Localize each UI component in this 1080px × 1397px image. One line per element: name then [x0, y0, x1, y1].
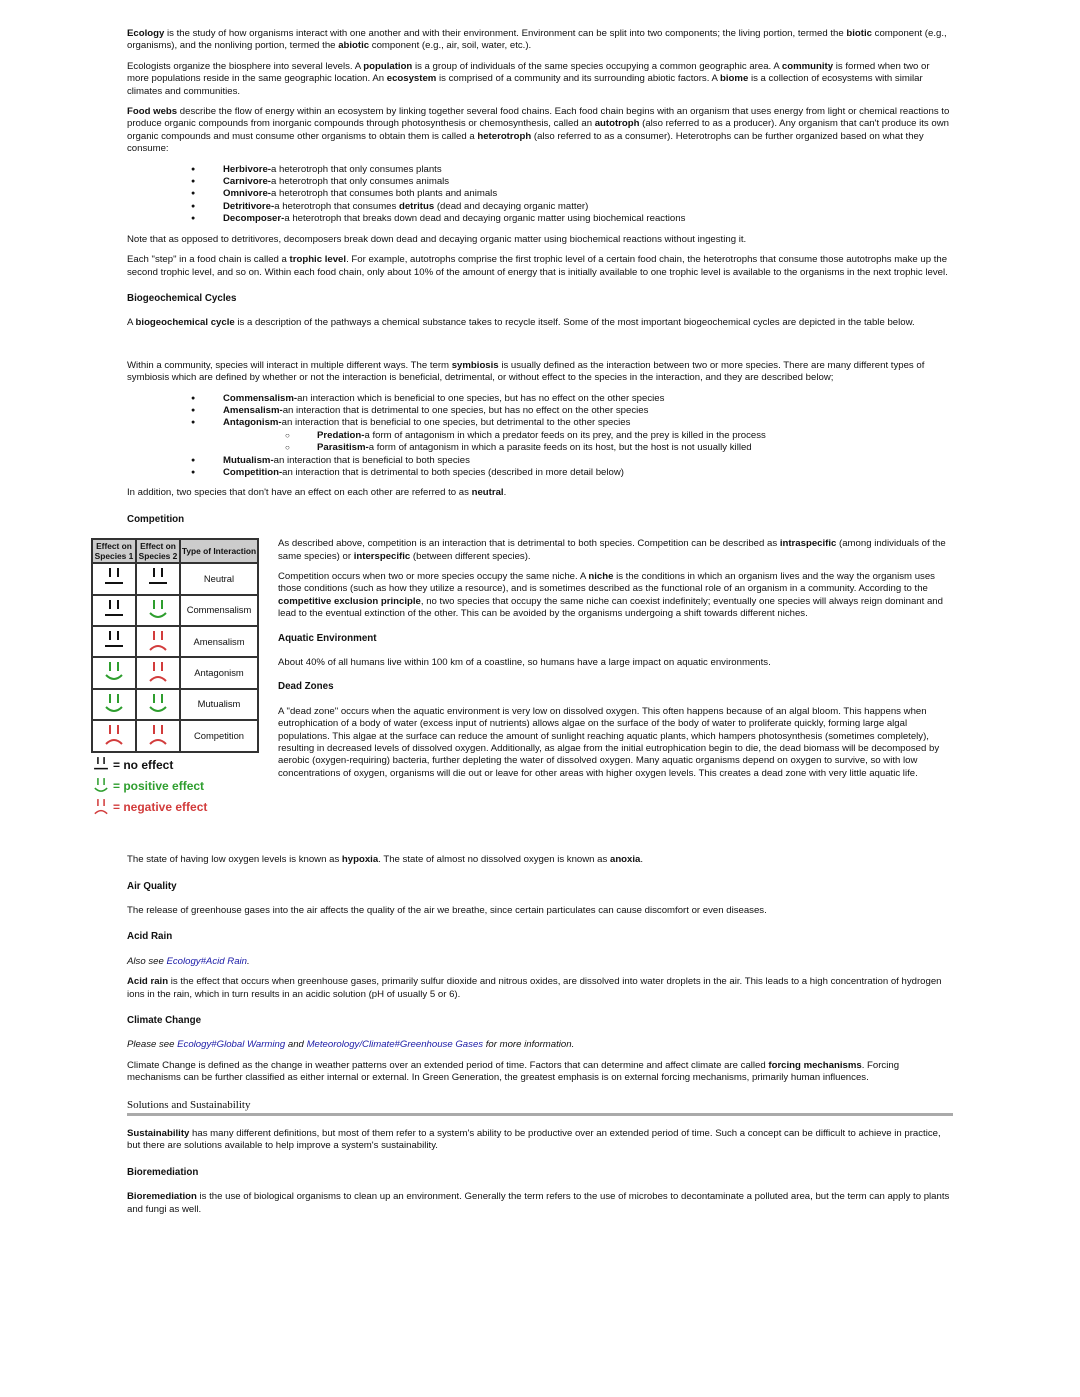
list-item: ● Carnivore-a heterotroph that only consumes animals: [223, 176, 953, 188]
table-row: [92, 657, 258, 688]
neutral-paragraph: In addition, two species that don't have an effect on each other are referred to as neutral.: [127, 487, 507, 499]
interaction-type: Commensalism: [180, 595, 258, 626]
symbiosis-paragraph: Within a community, species will interact in multiple different ways. The term symbiosis is usually defined as the interaction between two or more species. There are many different types of symbiosis which are defined by whether or not the interaction is beneficial, detrimental, or without effect to the species in the interaction, and they are described below;: [127, 359, 925, 384]
list-item: ● Omnivore-a heterotroph that consumes both plants and animals: [223, 188, 953, 200]
competition-paragraph: As described above, competition is an interaction that is detrimental to both species. Competition can be described as intraspecific (among individuals of the same species) or interspecific (between different species).: [278, 538, 946, 562]
section-heading-air-quality: Air Quality: [127, 880, 177, 892]
effect-face-icon: [92, 595, 136, 626]
aquatic-paragraph: About 40% of all humans live within 100 km of a coastline, so humans have a large impact on aquatic environments.: [278, 657, 771, 669]
niche-paragraph: Competition occurs when two or more species occupy the same niche. A niche is the conditions in which an organism lives and the way the organism uses those conditions (such as how they utilize a resource), and is sometimes described as the functional role of an organism in a community. According to the competitive exclusion principle, no two species that occupy the same niche can coexist indefinitely; eventually one species will always reign dominant and lead to the eventual extinction of the other. This can be avoided by the organisms undergoing a shift towards different niches.: [278, 571, 943, 620]
symbiosis-table-figure: [91, 538, 259, 817]
interaction-type: Antagonism: [180, 657, 258, 688]
effect-face-icon: [136, 657, 180, 688]
document-page: [94, 28, 953, 1224]
list-item: ● Herbivore-a heterotroph that only consumes plants: [223, 164, 953, 176]
ecology-paragraph: Ecology is the study of how organisms interact with one another and with their environment. Environment can be split into two components; the living portion, termed the biotic component (e.g., organisms), and the nonliving portion, termed the abiotic component (e.g., air, soil, water, etc.).: [127, 28, 947, 52]
effect-face-icon: [92, 689, 136, 720]
section-heading-competition: Competition: [127, 513, 185, 525]
climate-see-also: Please see Ecology#Global Warming and Meteorology/Climate#Greenhouse Gases for more information.: [127, 1039, 575, 1051]
table-header: Effect on Species 1: [92, 539, 136, 563]
list-item: ● Detritivore-a heterotroph that consumes detritus (dead and decaying organic matter): [223, 201, 953, 213]
section-heading-biogeochemical: Biogeochemical Cycles: [127, 292, 237, 304]
list-item: ● Competition-an interaction that is detrimental to both species (described in more detail below): [223, 467, 953, 479]
sustainability-paragraph: Sustainability has many different definitions, but most of them refer to a system's ability to be productive over an extended period of time. Such a concept can be difficult to achieve in practice, but there are solutions available to help improve a system's sustainability.: [127, 1128, 941, 1152]
competition-section: [94, 538, 953, 854]
effect-face-icon: [136, 720, 180, 751]
climate-change-paragraph: Climate Change is defined as the change in weather patterns over an extended period of time. Factors that can determine and affect climate are called forcing mechanisms. Forcing mechanisms can be further classified as either internal or external. In Green Generation, the greatest emphasis is on external forcing mechanisms, primarily human influences.: [127, 1059, 900, 1084]
biogeochemical-paragraph: A biogeochemical cycle is a description of the pathways a chemical substance takes to recycle itself. Some of the most important biogeochemical cycles are depicted in the table below.: [127, 317, 915, 329]
section-heading-climate-change: Climate Change: [127, 1015, 202, 1027]
effect-face-icon: [92, 626, 136, 657]
greenhouse-gases-link[interactable]: Meteorology/Climate#Greenhouse Gases: [306, 1039, 484, 1051]
table-row: [92, 595, 258, 626]
list-item: ● Decomposer-a heterotroph that breaks down dead and decaying organic matter using biochemical reactions: [223, 213, 953, 225]
acid-rain-paragraph: Acid rain is the effect that occurs when greenhouse gases, primarily sulfur dioxide and nitrous oxides, are dissolved into water droplets in the air. This leads to a high concentration of hydrogen ions in the rain, which in turn results in an acidic solution (pH of usually 5 or 6).: [127, 976, 942, 1000]
table-row: [92, 563, 258, 594]
effect-legend: [91, 755, 259, 818]
trophic-paragraph: Each "step" in a food chain is called a trophic level. For example, autotrophs comprise the first trophic level of a certain food chain, the heterotrophs that consume those autotrophs make up the second trophic level, and so on. Within each food chain, only about 10% of the amount of energy that is initially available to one trophic level is available to the organisms in the next trophic level.: [127, 254, 948, 278]
hypoxia-paragraph: The state of having low oxygen levels is known as hypoxia. The state of almost no dissolved oxygen is known as anoxia.: [127, 854, 644, 866]
effect-face-icon: [136, 563, 180, 594]
air-quality-paragraph: The release of greenhouse gases into the air affects the quality of the air we breathe, since certain particulates can cause discomfort or even diseases.: [127, 905, 767, 916]
symbiosis-list: [127, 393, 953, 480]
list-item: ○ Parasitism-a form of antagonism in which a parasite feeds on its host, but the host is not usually killed: [317, 442, 953, 454]
interaction-type: Competition: [180, 720, 258, 751]
list-item: ● Commensalism-an interaction which is beneficial to one species, but has no effect on the other species: [223, 393, 953, 405]
effect-face-icon: [92, 720, 136, 751]
competition-text: [278, 538, 954, 788]
dead-zones-paragraph: A "dead zone" occurs when the aquatic environment is very low on dissolved oxygen. This often happens because of an algal bloom. This happens when eutrophication of a body of water (excess input of nutrients) allows algae on the surface of the body of water to proliferate quickly, forming large algal populations. This algae at the surface can reduce the amount of sunlight reaching aquatic plants, which hampers photosynthesis (sometimes completely), resulting in decreased levels of dissolved oxygen. Additionally, as algae from the initial eutrophication begin to die, the dead biomass will be decomposed by aerobic (oxygen-requiring) bacteria, further depleting the water of dissolved oxygen. Many aquatic organisms depend on oxygen to survive, so with low concentrations of oxygen, organisms will die out or leave for other areas with higher oxygen levels. This creates a dead zone with very little aquatic life.: [278, 705, 940, 779]
table-row: [92, 720, 258, 751]
effect-face-icon: [136, 689, 180, 720]
acid-rain-see-also: Also see Ecology#Acid Rain.: [127, 955, 250, 967]
table-row: [92, 689, 258, 720]
effect-face-icon: [136, 626, 180, 657]
list-item: ● Mutualism-an interaction that is beneficial to both species: [223, 455, 953, 467]
no-effect-face-icon: [91, 754, 111, 776]
interaction-type: Neutral: [180, 563, 258, 594]
list-item: ● Amensalism-an interaction that is detrimental to one species, but has no effect on the other species: [223, 405, 953, 417]
positive-face-icon: [91, 775, 111, 797]
section-heading-aquatic: Aquatic Environment: [278, 632, 377, 644]
interaction-type: Amensalism: [180, 626, 258, 657]
global-warming-link[interactable]: Ecology#Global Warming: [177, 1039, 286, 1051]
antagonism-sublist: [223, 430, 953, 455]
legend-negative-effect: = negative effect: [91, 797, 259, 818]
legend-positive-effect: = positive effect: [91, 776, 259, 797]
effect-face-icon: [92, 657, 136, 688]
consumer-list: [127, 164, 953, 226]
section-heading-solutions: Solutions and Sustainability: [127, 1098, 251, 1111]
symbiosis-table: [91, 538, 259, 752]
table-header: Effect on Species 2: [136, 539, 180, 563]
section-heading-acid-rain: Acid Rain: [127, 931, 173, 943]
effect-face-icon: [92, 563, 136, 594]
list-item: ○ Predation-a form of antagonism in which a predator feeds on its prey, and the prey is killed in the process: [317, 430, 953, 442]
section-heading-bioremediation: Bioremediation: [127, 1166, 199, 1178]
effect-face-icon: [136, 595, 180, 626]
food-webs-paragraph: Food webs describe the flow of energy within an ecosystem by linking together several food chains. Each food chain begins with an organism that uses energy from light or chemical reactions to produce organic compounds from inorganic compounds through photosynthesis or chemosynthesis, called an autotroph (also referred to as a producer). Any organism that can't produce its own organic compounds and must consume other organisms to obtain them is called a heterotroph (also referred to as a consumer). Heterotrophs can be further organized based on what they consume:: [127, 106, 950, 155]
note-paragraph: Note that as opposed to detritivores, decomposers break down dead and decaying organic matter using biochemical reactions without ingesting it.: [127, 233, 747, 245]
table-row: [92, 626, 258, 657]
interaction-type: Mutualism: [180, 689, 258, 720]
acid-rain-link[interactable]: Ecology#Acid Rain: [166, 955, 247, 967]
levels-paragraph: Ecologists organize the biosphere into several levels. A population is a group of individuals of the same species occupying a common geographic area. A community is formed when two or more populations reside in the same geographic location. An ecosystem is comprised of a community and its surrounding abiotic factors. A biome is a collection of ecosystems with similar climates and communities.: [127, 60, 930, 97]
negative-face-icon: [91, 796, 111, 818]
section-heading-dead-zones: Dead Zones: [278, 681, 334, 693]
list-item: ● Antagonism-an interaction that is beneficial to one species, but detrimental to the other species ○ Predation-a form of antagonism in which a predator feeds on its prey, and the prey is killed in the process ○ Parasitism-a form of antagonism in which a parasite feeds on its host, but the host is not usually killed: [223, 417, 953, 454]
table-header: Type of Interaction: [180, 539, 258, 563]
section-divider: [127, 1113, 953, 1116]
legend-no-effect: = no effect: [91, 755, 259, 776]
bioremediation-paragraph: Bioremediation is the use of biological organisms to clean up an environment. Generally the term refers to the use of microbes to decontaminate a polluted area, but the term can apply to plants and fungi as well.: [127, 1191, 950, 1215]
